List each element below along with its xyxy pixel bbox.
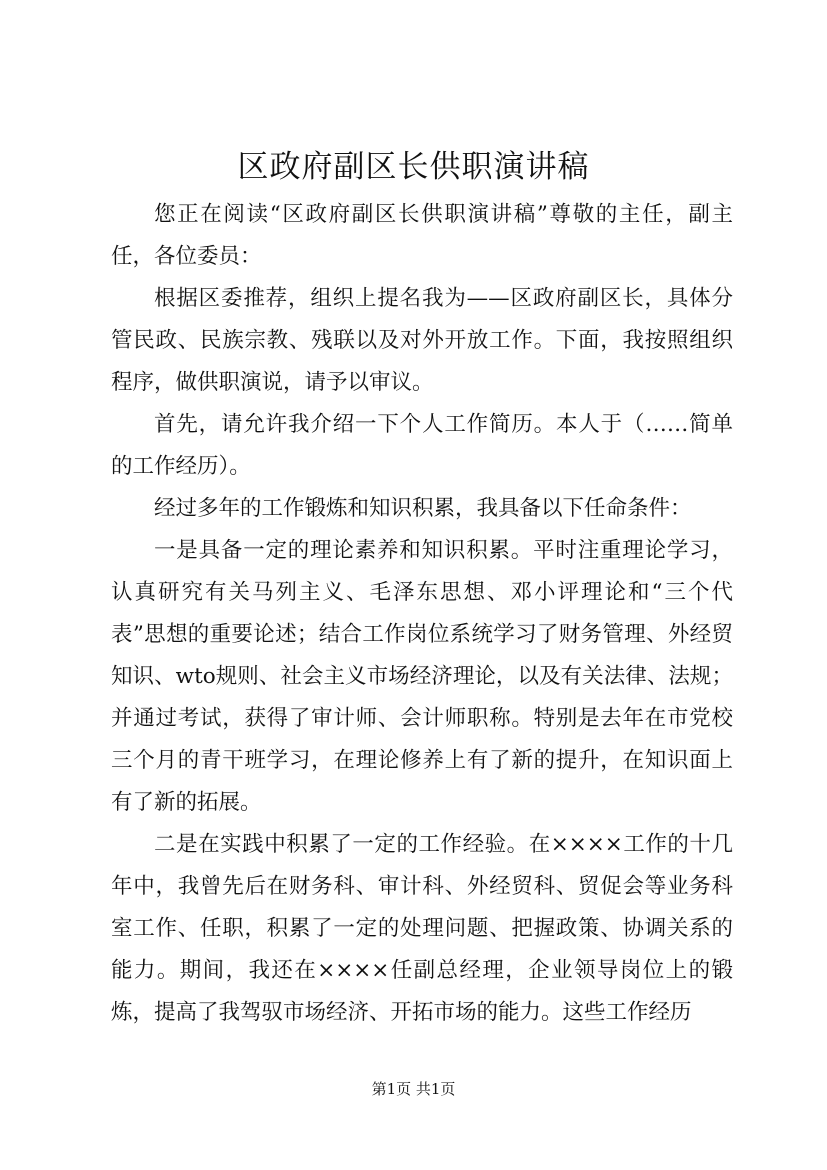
document-body xyxy=(111,194,733,1034)
paragraph-theory: 一是具备一定的理论素养和知识积累。平时注重理论学习，认真研究有关马列主义、毛泽东思想、邓小评理论和“三个代表”思想的重要论述；结合工作岗位系统学习了财务管理、外经贸知识、wto规则、社会主义市场经济理论，以及有关法律、法规；并通过考试，获得了审计师、会计师职称。特别是去年在市党校三个月的青干班学习，在理论修养上有了新的提升，在知识面上有了新的拓展。 xyxy=(111,538,733,815)
document-title: 区政府副区长供职演讲稿 xyxy=(237,149,590,185)
paragraph-nomination: 根据区委推荐，组织上提名我为——区政府副区长，具体分管民政、民族宗教、残联以及对外开放工作。下面，我按照组织程序，做供职演说，请予以审议。 xyxy=(111,286,733,395)
page-footer: 第1页 共1页 xyxy=(371,1080,456,1098)
paragraph-experience: 二是在实践中积累了一定的工作经验。在××××工作的十几年中，我曾先后在财务科、审计科、外经贸科、贸促会等业务科室工作、任职，积累了一定的处理问题、把握政策、协调关系的能力。期间，我还在××××任副总经理，企业领导岗位上的锻炼，提高了我驾驭市场经济、开拓市场的能力。这些工作经历 xyxy=(111,832,733,1025)
paragraph-qualifications-intro: 经过多年的工作锻炼和知识积累，我具备以下任命条件： xyxy=(154,496,692,521)
paragraph-greeting: 您正在阅读“区政府副区长供职演讲稿”尊敬的主任，副主任，各位委员： xyxy=(111,202,733,269)
paragraph-resume: 首先，请允许我介绍一下个人工作简历。本人于（……简单的工作经历）。 xyxy=(111,412,733,479)
